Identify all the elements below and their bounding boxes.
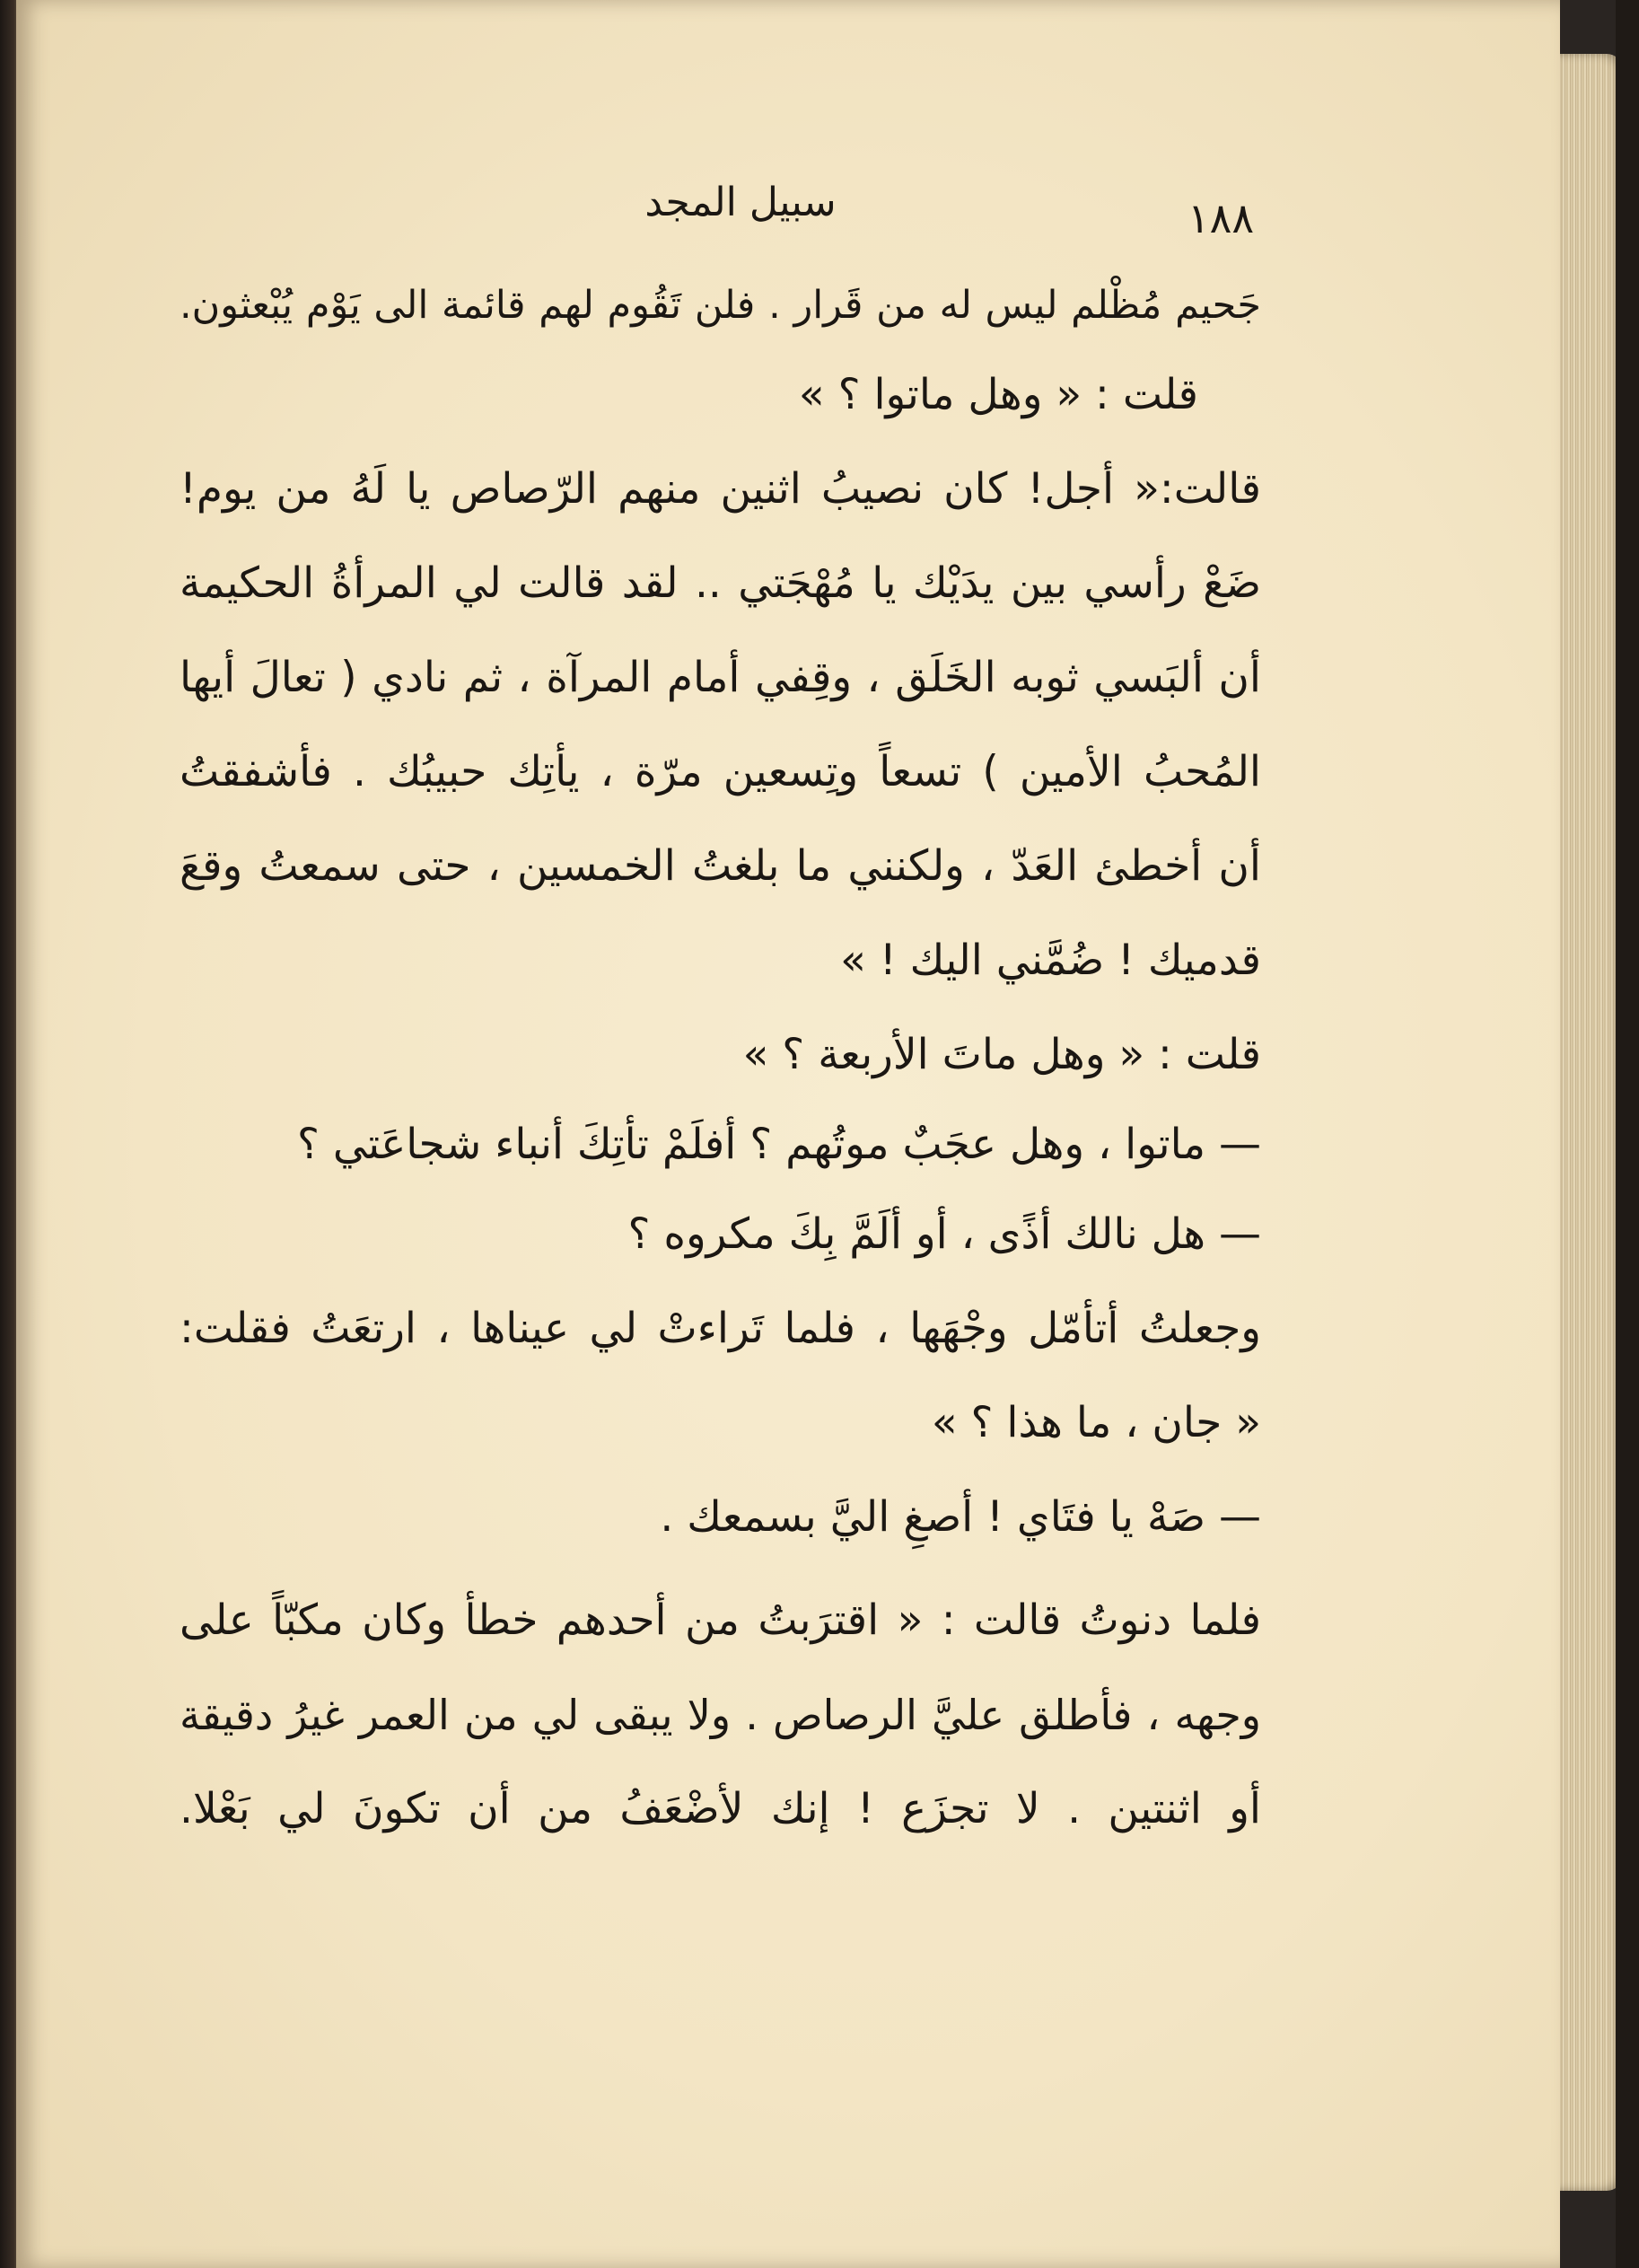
text-line-2: قلت : « وهل ماتوا ؟ » (798, 370, 1198, 419)
text-line-5: أن ألبَسي ثوبه الخَلَق ، وقِفي أمام المرآة ، ثم نادي ( تعالَ أيها (180, 653, 1261, 702)
text-line-1: جَحيم مُظْلم ليس له من قَرار . فلن تَقُوم لهم قائمة الى يَوْم يُبْعثون. (180, 283, 1261, 328)
text-line-4: ضَعْ رأسي بين يدَيْك يا مُهْجَتي .. لقد قالت لي المرأةُ الحكيمة (180, 558, 1261, 608)
text-line-8: قدميك ! ضُمَّني اليك ! » (840, 936, 1261, 985)
page-number: ١٨٨ (1187, 194, 1255, 242)
text-line-6: المُحبُ الأمين ) تسعاً وتِسعين مرّة ، يأتِك حبيبُك . فأشفقتُ (180, 747, 1261, 796)
text-line-17: أو اثنتين . لا تجزَع ! إنك لأضْعَفُ من أن تكونَ لي بَعْلا. (180, 1784, 1261, 1833)
text-line-16: وجهه ، فأطلق عليَّ الرصاص . ولا يبقى لي من العمر غيرُ دقيقة (180, 1691, 1261, 1739)
text-line-3: قالت:« أجل! كان نصيبُ اثنين منهم الرّصاص يا لَهُ من يوم! (180, 464, 1261, 514)
text-line-13: « جان ، ما هذا ؟ » (931, 1398, 1261, 1447)
text-line-11: — هل نالك أذًى ، أو ألَمَّ بِكَ مكروه ؟ (627, 1209, 1261, 1259)
body-text (180, 260, 1261, 2191)
edge-shadow (1616, 0, 1639, 2268)
text-line-15: فلما دنوتُ قالت : « اقترَبتُ من أحدهم خطأ وكان مكبّاً على (180, 1596, 1261, 1645)
text-line-12: وجعلتُ أتأمّل وجْهَها ، فلما تَراءتْ لي عيناها ، ارتعَتُ فقلت: (180, 1304, 1261, 1353)
page-edges (1560, 54, 1623, 2191)
running-header-title: سبيل المجد (644, 180, 837, 225)
text-line-9: قلت : « وهل ماتَ الأربعة ؟ » (742, 1030, 1261, 1079)
text-line-14: — صَهْ يا فتَاي ! أصغِ اليَّ بسمعك . (660, 1492, 1261, 1542)
text-line-10: — ماتوا ، وهل عجَبٌ موتُهم ؟ أفلَمْ تأتِكَ أنباء شجاعَتي ؟ (296, 1120, 1261, 1169)
text-line-7: أن أخطئ العَدّ ، ولكنني ما بلغتُ الخمسين ، حتى سمعتُ وقعَ (180, 841, 1261, 891)
